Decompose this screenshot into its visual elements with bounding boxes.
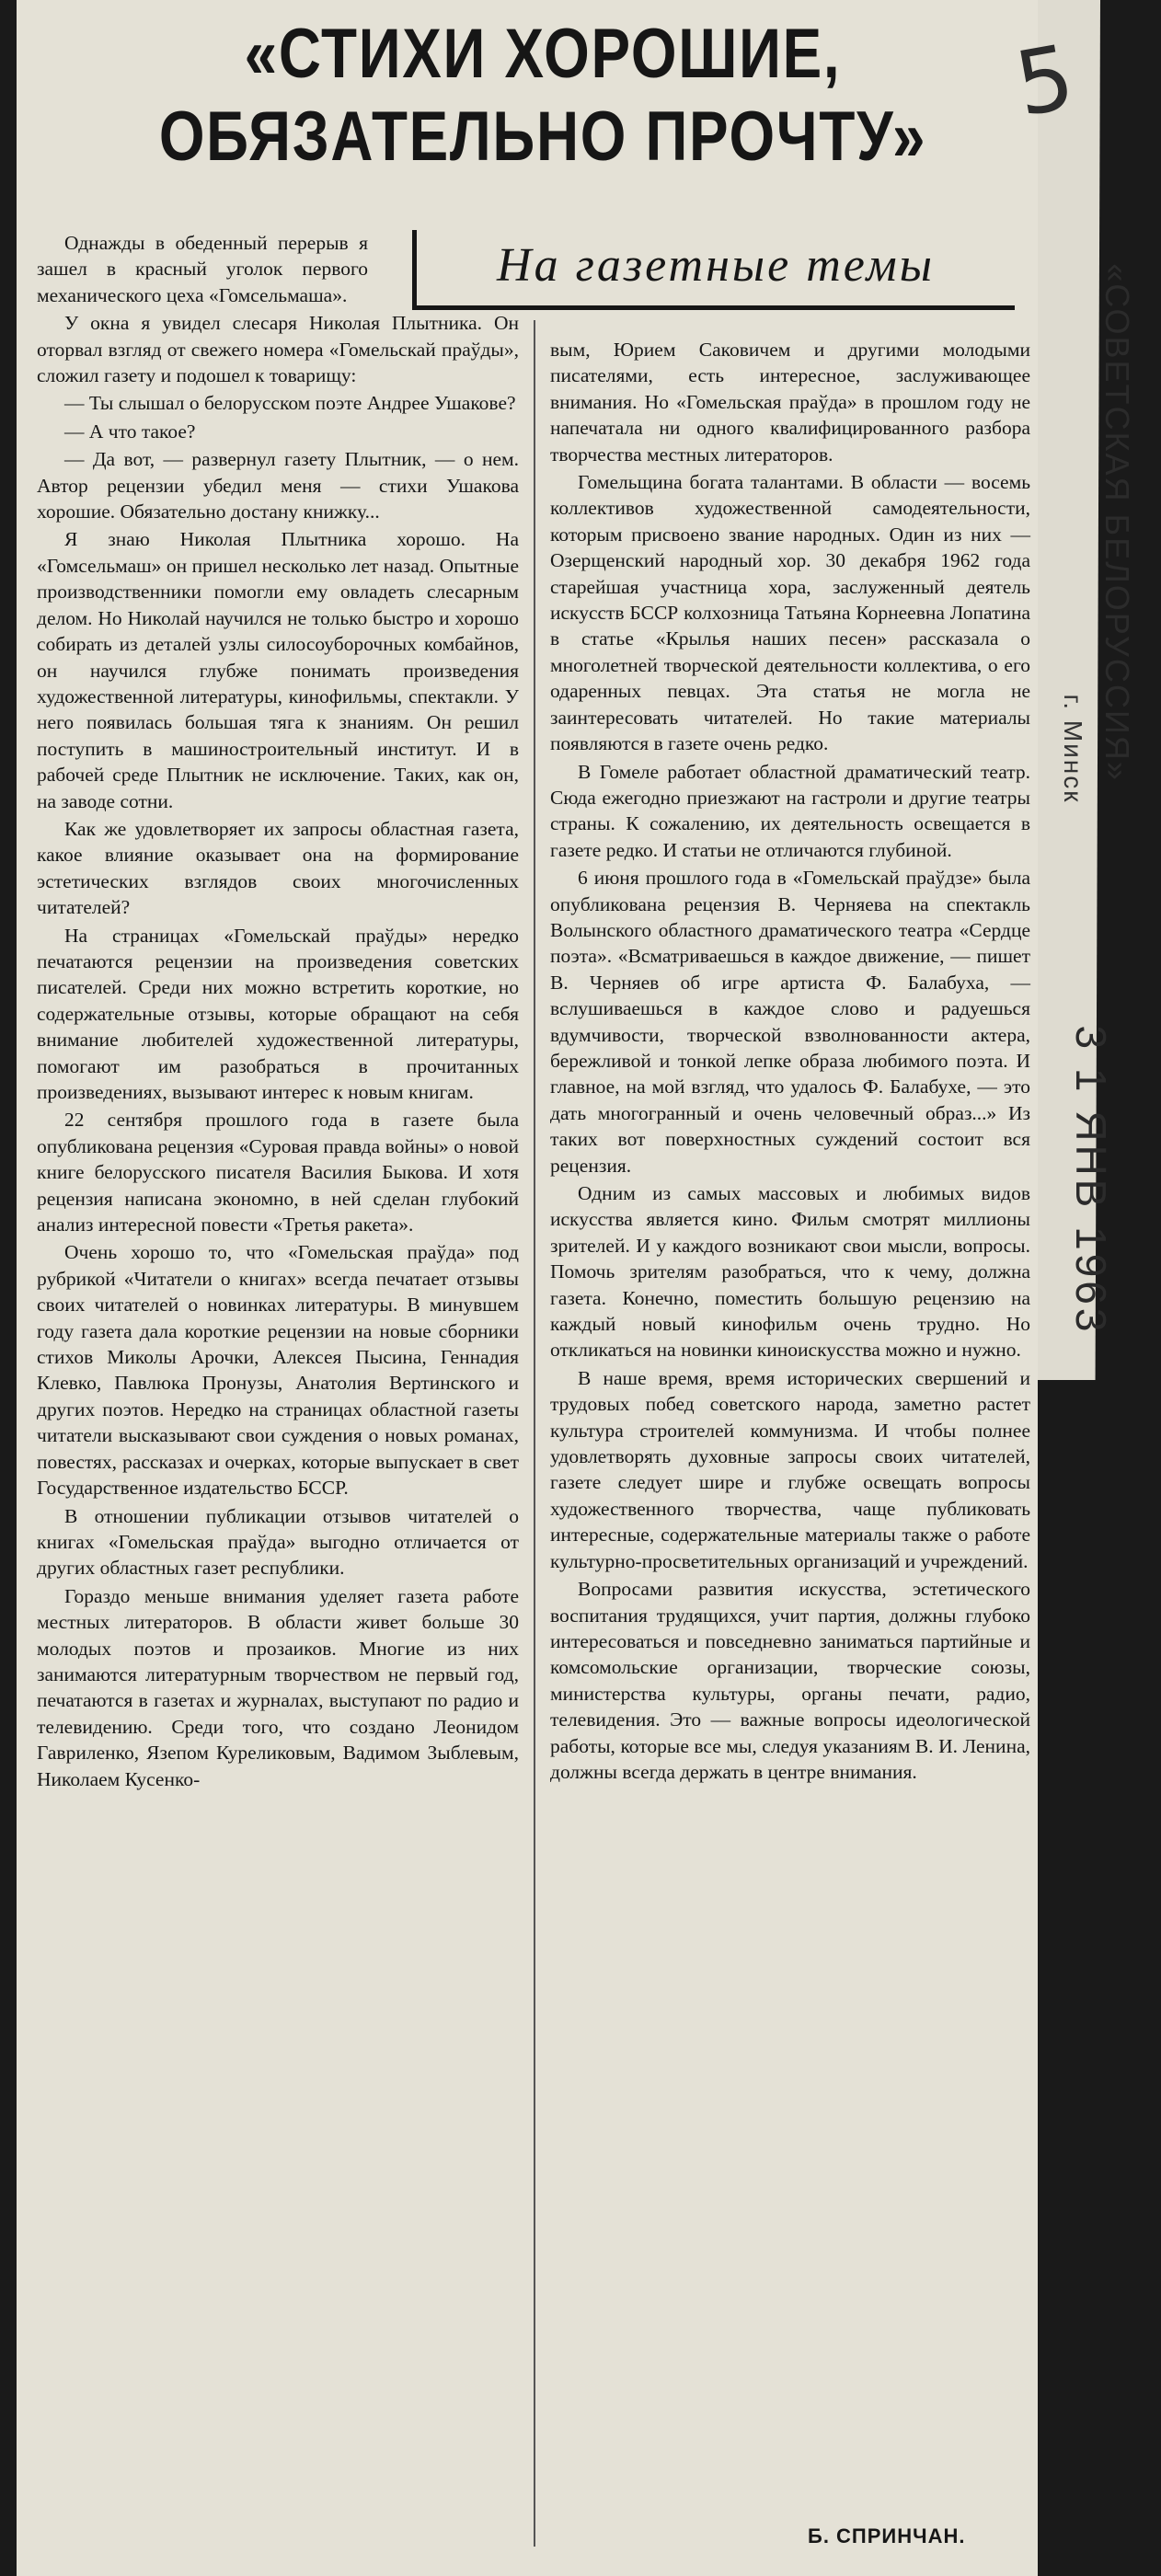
- handwritten-page-number: 5: [1007, 25, 1082, 137]
- paragraph: вым, Юрием Саковичем и другими молодыми писателями, есть интересное, заслуживающее внимания. Но «Гомельская праўда» в прошлом году не напечатала ни одного квалифицированного разбора творчества местных литераторов.: [550, 339, 1030, 466]
- rubric-label: На газетные темы: [412, 230, 1015, 310]
- paragraph: — А что такое?: [64, 420, 196, 443]
- paragraph: В отношении публикации отзывов читателей о книгах «Гомельская праўда» выгодно отличается от других областных газет республики.: [37, 1504, 519, 1580]
- article-column-2: [550, 337, 1030, 1787]
- paragraph: В Гомеле работает областной драматический театр. Сюда ежегодно приезжают на гастроли и другие театры страны. К сожалению, их деятельность освещается в газете редко. И статьи не отличаются глубиной.: [550, 760, 1030, 861]
- article-column-1: [37, 230, 519, 1794]
- paragraph: В наше время, время исторических свершений и трудовых побед советского народа, заметно растет культура строителей коммунизма. И чтобы полнее удовлетворять духовные запросы своих читателей, газете следует шире и глубже освещать вопросы художественного творчества, чаще публиковать интересные, содержательные материалы также о работе культурно-просветительных организаций и учреждений.: [550, 1366, 1030, 1572]
- stamp-city: г. Минск: [1059, 694, 1087, 804]
- paragraph: Гомельщина богата талантами. В области — восемь коллективов художественной самодеятельности, которым присвоено звание народных. Один из них — Озерщенский народный хор. 30 декабря 1962 года старейшая участница хора, заслуженный деятель искусств БССР колхозница Татьяна Корнеевна Лопатина в статье «Крылья наших песен» рассказала о многолетней творческой деятельности коллектива, о его одаренных певцах. Эта статья не могла не заинтересовать читателей. Но такие материалы появляются в газете очень редко.: [550, 471, 1030, 755]
- stamp-date: 3 1 ЯНВ 1963: [1067, 1025, 1115, 1336]
- paragraph: Я знаю Николая Плытника хорошо. На «Гомсельмаш» он пришел несколько лет назад. Опытные производственники помогли ему овладеть слесарным делом. Но Николай научился не только быстро и хорошо собирать из деталей узлы силосоуборочных комбайнов, он научился глубже понимать произведения художественной литературы, кинофильмы, спектакли. У него появилась большая тяга к знаниям. Он решил поступить в машиностроительный институт. И в рабочей среде Плытник не исключение. Таких, как он, на заводе сотни.: [37, 528, 519, 812]
- paragraph: Очень хорошо то, что «Гомельская праўда» под рубрикой «Читатели о книгах» всегда печатает отзывы своих читателей о новинках литературы. В минувшем году газета дала короткие рецензии на новые сборники стихов Миколы Арочки, Алексея Пысина, Геннадия Клевко, Павлюка Пронузы, Анатолия Вертинского и других поэтов. Нередко на страницах областной газеты читатели высказывают свои суждения о новых романах, повестях, рассказах и очерках, которые выпускает в свет Государственное издательство БССР.: [37, 1241, 519, 1500]
- paragraph: — Да вот, — развернул газету Плытник, — о нем. Автор рецензии убедил меня — стихи Ушакова хорошие. Обязательно достану книжку...: [37, 448, 519, 523]
- paragraph: На страницах «Гомельскай праўды» нередко печатаются рецензии на произведения советских писателей. Среди них можно встретить короткие, но содержательные отзывы, которые обращают на себя внимание любителей художественной литературы, помогают им разобраться в прочитанных произведениях, вызывают интерес к новым книгам.: [37, 924, 519, 1103]
- column-divider: [534, 320, 535, 2547]
- paragraph: Одним из самых массовых и любимых видов искусства является кино. Фильм смотрят миллионы зрителей. И у каждого возникают свои мысли, вопросы. Помочь зрителям разобраться, что к чему, должна газета. Конечно, поместить большую рецензию на каждый новый кинофильм очень трудно. Но откликаться на новинки киноискусства можно и нужно.: [550, 1182, 1030, 1362]
- stamp-newspaper-name: «СОВЕТСКАЯ БЕЛОРУССИЯ»: [1098, 263, 1136, 782]
- paragraph: Вопросами развития искусства, эстетического воспитания трудящихся, учит партия, должны глубоко интересоваться и повседневно заниматься партийные и комсомольские организации, творческие союзы, министерства культуры, органы печати, радио, телевидения. Это — важные вопросы идеологической работы, которые все мы, следуя указаниям В. И. Ленина, должны всегда держать в центре внимания.: [550, 1578, 1030, 1783]
- article-headline: «СТИХИ ХОРОШИЕ, ОБЯЗАТЕЛЬНО ПРОЧТУ»: [158, 15, 927, 176]
- paragraph: 22 сентября прошлого года в газете была опубликована рецензия «Суровая правда войны» о новой книге белорусского писателя Василия Быкова. И хотя рецензия написана экономно, в ней сделан глубокий анализ интересной повести «Третья ракета».: [37, 1109, 519, 1236]
- paragraph: Гораздо меньше внимания уделяет газета работе местных литераторов. В области живет больше 30 молодых поэтов и прозаиков. Многие из них занимаются литературным творчеством не первый год, печатаются в газетах и журналах, выступают по радио и телевидению. Среди того, что создано Леонидом Гавриленко, Язепом Куреликовым, Вадимом Зыблевым, Николаем Кусенко-: [37, 1584, 519, 1790]
- paragraph: У окна я увидел слесаря Николая Плытника. Он оторвал взгляд от свежего номера «Гомельскай праўды», сложил газету и подошел к товарищу:: [37, 312, 519, 387]
- paragraph: — Ты слышал о белорусском поэте Андрее Ушакове?: [64, 392, 516, 415]
- paragraph: Как же удовлетворяет их запросы областная газета, какое влияние оказывает она на формирование эстетических взглядов своих многочисленных читателей?: [37, 817, 519, 919]
- author-signature: Б. СПРИНЧАН.: [808, 2524, 966, 2547]
- paragraph: Однажды в обеденный перерыв я зашел в красный уголок первого механического цеха «Гомсельмаша».: [37, 232, 368, 306]
- paragraph: 6 июня прошлого года в «Гомельскай праўдзе» была опубликована рецензия В. Черняева на спектакль Волынского областного драматического театра «Сердце поэта». «Всматриваешься в каждое движение, — пишет В. Черняев об игре артиста Ф. Балабуха, — вслушиваешься в каждое слово и радуешься вдумчивости, творческой взволнованности актера, бережливой и тонкой лепке образа любимого поэта. И главное, на мой взгляд, что удалось Ф. Балабухе, — это дать многогранный и очень человечный образ...» Из таких вот поверхностных суждений состоит вся рецензия.: [550, 867, 1030, 1177]
